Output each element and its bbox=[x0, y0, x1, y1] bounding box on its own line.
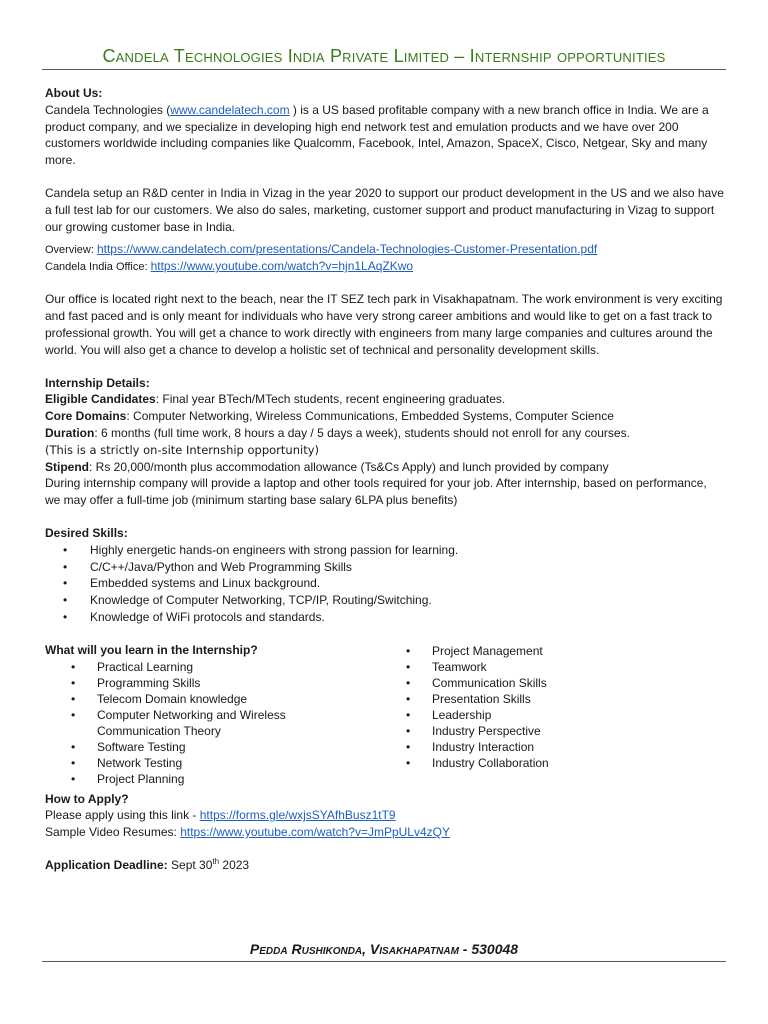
bullet-icon: • bbox=[63, 593, 68, 608]
overview-label: Overview: bbox=[45, 244, 97, 257]
list-item bbox=[406, 755, 706, 771]
list-item bbox=[406, 723, 706, 739]
bullet-icon: • bbox=[71, 707, 76, 722]
bullet-icon: • bbox=[63, 576, 68, 591]
overview-line bbox=[45, 241, 725, 258]
about-heading: About Us: bbox=[45, 86, 103, 100]
bullet-icon: • bbox=[406, 675, 411, 690]
list-item bbox=[63, 559, 725, 576]
video-resume-text: Sample Video Resumes: bbox=[45, 825, 181, 840]
video-resume-line bbox=[45, 824, 725, 841]
bullet-icon: • bbox=[406, 755, 411, 770]
list-item bbox=[71, 739, 361, 755]
list-item bbox=[71, 771, 361, 787]
learn-item-text: Project Planning bbox=[97, 771, 185, 786]
title-divider bbox=[42, 69, 726, 70]
footer-divider bbox=[42, 961, 726, 962]
learn-item-text: Industry Perspective bbox=[432, 723, 541, 738]
learn-item-text: Software Testing bbox=[97, 739, 186, 754]
bullet-icon: • bbox=[71, 675, 76, 690]
skill-text: Knowledge of Computer Networking, TCP/IP, Routing/Switching. bbox=[90, 593, 432, 608]
duration-line bbox=[45, 425, 725, 442]
bullet-icon: • bbox=[406, 723, 411, 738]
skill-text: Embedded systems and Linux background. bbox=[90, 576, 321, 591]
india-office-link[interactable]: https://www.youtube.com/watch?v=hjn1LAqZKwo bbox=[150, 259, 414, 274]
bullet-icon: • bbox=[71, 739, 76, 754]
domains-label: Core Domains bbox=[45, 409, 127, 424]
about-paragraph-1 bbox=[45, 102, 725, 169]
internship-heading: Internship Details: bbox=[45, 375, 150, 390]
bullet-icon: • bbox=[71, 691, 76, 706]
learn-item-text: Practical Learning bbox=[97, 659, 194, 674]
duration-text: : 6 months (full time work, 8 hours a day / 5 days a week), students should not enroll for any courses. bbox=[94, 425, 630, 440]
bullet-icon: • bbox=[406, 691, 411, 706]
apply-heading: How to Apply? bbox=[45, 791, 129, 806]
learn-item-text: Programming Skills bbox=[97, 675, 201, 690]
document-body bbox=[45, 85, 725, 874]
during-internship-paragraph: During internship company will provide a laptop and other tools required for your job. After internship, based on performance, we may offer a full-time job (minimum starting base salary 6LPA plus benefits) bbox=[45, 476, 707, 508]
learn-item-text: Network Testing bbox=[97, 755, 183, 770]
list-item bbox=[406, 691, 706, 707]
bullet-icon: • bbox=[63, 609, 68, 624]
skills-list bbox=[45, 542, 725, 626]
deadline-line bbox=[45, 857, 725, 874]
apply-line bbox=[45, 807, 725, 824]
deadline-suffix: th bbox=[212, 856, 220, 866]
duration-label: Duration bbox=[45, 425, 95, 440]
bullet-icon: • bbox=[63, 542, 68, 557]
list-item bbox=[63, 592, 725, 609]
list-item bbox=[63, 575, 725, 592]
skill-text: Highly energetic hands-on engineers with strong passion for learning. bbox=[90, 542, 459, 557]
learn-item-text: Telecom Domain knowledge bbox=[97, 691, 248, 706]
learn-item-text: Industry Collaboration bbox=[432, 755, 549, 770]
bullet-icon: • bbox=[406, 739, 411, 754]
india-office-label: Candela India Office: bbox=[45, 261, 151, 274]
list-item bbox=[71, 755, 361, 771]
about-p1-before: Candela Technologies ( bbox=[45, 102, 171, 117]
eligible-line bbox=[45, 391, 725, 408]
learn-item-text: Computer Networking and Wireless Communication Theory bbox=[97, 707, 286, 738]
candelatech-link[interactable]: www.candelatech.com bbox=[170, 102, 290, 117]
learn-heading: What will you learn in the Internship? bbox=[45, 642, 258, 657]
list-item bbox=[63, 609, 725, 626]
apply-form-link[interactable]: https://forms.gle/wxjsSYAfhBusz1tT9 bbox=[199, 808, 396, 823]
list-item bbox=[71, 691, 361, 707]
about-paragraph-2: Candela setup an R&D center in India in Vizag in the year 2020 to support our product development in the US and we also have a full test lab for our customers. We also do sales, marketing, customer support and product manufacturing in Vizag to support our growing customer base in India. bbox=[45, 185, 724, 234]
list-item bbox=[63, 542, 725, 559]
deadline-label: Application Deadline: bbox=[45, 857, 168, 872]
list-item bbox=[71, 675, 361, 691]
bullet-icon: • bbox=[406, 659, 411, 674]
deadline-date: Sept 30 bbox=[167, 857, 213, 872]
deadline-year: 2023 bbox=[219, 857, 250, 872]
video-resume-link[interactable]: https://www.youtube.com/watch?v=JmPpULv4zQY bbox=[180, 825, 450, 840]
stipend-line bbox=[45, 459, 725, 476]
list-item bbox=[406, 675, 706, 691]
domains-text: : Computer Networking, Wireless Communications, Embedded Systems, Computer Science bbox=[126, 409, 614, 424]
learn-item-text: Teamwork bbox=[432, 659, 487, 674]
bullet-icon: • bbox=[63, 559, 68, 574]
list-item bbox=[71, 707, 327, 739]
list-item bbox=[71, 659, 361, 675]
list-item bbox=[406, 659, 706, 675]
bullet-icon: • bbox=[406, 643, 411, 658]
about-p1-after: ) is a US based profitable company with a new branch office in India. We are a product company, and we specialize in developing high end network test and emulation products and we have over 200 customers worldwide including companies like Qualcomm, Facebook, Intel, Amazon, SpaceX, Cisco, Netgear, Sky and many more. bbox=[45, 102, 709, 168]
bullet-icon: • bbox=[406, 707, 411, 722]
list-item bbox=[406, 739, 706, 755]
learn-right-column bbox=[406, 643, 706, 771]
bullet-icon: • bbox=[71, 659, 76, 674]
stipend-label: Stipend bbox=[45, 459, 89, 474]
page-title: Candela Technologies India Private Limited – Internship opportunities bbox=[102, 46, 666, 66]
stipend-text: : Rs 20,000/month plus accommodation allowance (Ts&Cs Apply) and lunch provided by company bbox=[89, 459, 609, 474]
list-item bbox=[406, 707, 706, 723]
learn-item-text: Leadership bbox=[432, 707, 492, 722]
skills-heading: Desired Skills: bbox=[45, 525, 128, 540]
eligible-text: : Final year BTech/MTech students, recent engineering graduates. bbox=[155, 392, 506, 407]
overview-link[interactable]: https://www.candelatech.com/presentations/Candela-Technologies-Customer-Presentation.pdf bbox=[96, 242, 598, 257]
apply-text: Please apply using this link - bbox=[45, 808, 200, 823]
india-office-line bbox=[45, 258, 725, 275]
learn-item-text: Industry Interaction bbox=[432, 739, 535, 754]
domains-line bbox=[45, 408, 725, 425]
bullet-icon: • bbox=[71, 771, 76, 786]
learn-left-column bbox=[71, 659, 361, 787]
skill-text: C/C++/Java/Python and Web Programming Skills bbox=[90, 559, 352, 574]
footer-address: Pedda Rushikonda, Visakhapatnam - 530048 bbox=[249, 941, 519, 957]
onsite-note: (This is a strictly on-site Internship opportunity) bbox=[45, 442, 319, 457]
skill-text: Knowledge of WiFi protocols and standards. bbox=[90, 609, 325, 624]
about-paragraph-3: Our office is located right next to the beach, near the IT SEZ tech park in Visakhapatnam. The work environment is very exciting and fast paced and is only meant for individuals who have very strong career ambitions and would like to get on a fast track to professional growth. You will get a chance to work directly with engineers from many large companies and cultures around the world. You will also get a chance to develop a holistic set of technical and personality development skills. bbox=[45, 292, 723, 357]
learn-item-text: Presentation Skills bbox=[432, 691, 531, 706]
learn-item-text: Communication Skills bbox=[432, 675, 547, 690]
list-item bbox=[406, 643, 706, 659]
bullet-icon: • bbox=[71, 755, 76, 770]
eligible-label: Eligible Candidates bbox=[45, 392, 156, 407]
learn-item-text: Project Management bbox=[432, 643, 543, 658]
